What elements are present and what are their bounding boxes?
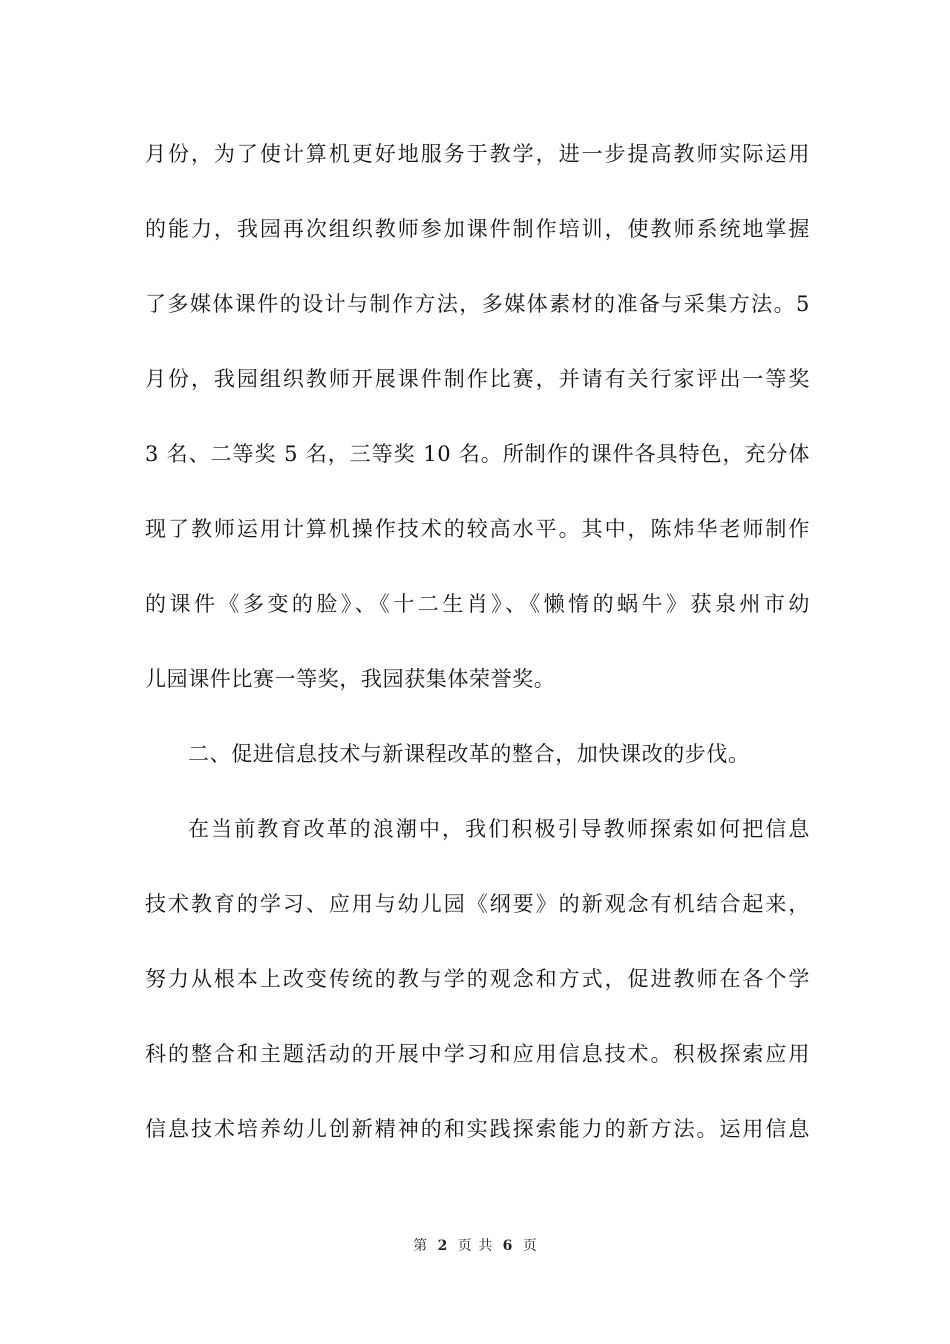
footer-current-page: 2	[437, 1238, 448, 1254]
body-text-line: 的能力，我园再次组织教师参加课件制作培训，使教师系统地掌握	[145, 217, 810, 241]
footer-total-word: 共	[478, 1238, 493, 1254]
body-text-line: 技术教育的学习、应用与幼儿园《纲要》的新观念有机结合起来，	[145, 892, 810, 916]
body-text-line: 信息技术培养幼儿创新精神的和实践探索能力的新方法。运用信息	[145, 1117, 810, 1141]
body-text-line: 月份，我园组织教师开展课件制作比赛，并请有关行家评出一等奖	[145, 367, 810, 391]
footer-suffix: 页	[522, 1238, 537, 1254]
body-text-line: 月份，为了使计算机更好地服务于教学，进一步提高教师实际运用	[145, 142, 810, 166]
body-text-line: 了多媒体课件的设计与制作方法，多媒体素材的准备与采集方法。5	[145, 292, 810, 316]
body-text-line: 的课件《多变的脸》、《十二生肖》、《懒惰的蜗牛》获泉州市幼	[145, 592, 810, 616]
footer-total-pages: 6	[502, 1238, 513, 1254]
footer-page-word: 页	[457, 1238, 472, 1254]
section-heading: 二、促进信息技术与新课程改革的整合，加快课改的步伐。	[188, 742, 750, 766]
footer-prefix: 第	[413, 1238, 428, 1254]
page-footer	[0, 1236, 950, 1256]
body-text-line: 努力从根本上改变传统的教与学的观念和方式，促进教师在各个学	[145, 967, 810, 991]
body-text-line: 科的整合和主题活动的开展中学习和应用信息技术。积极探索应用	[145, 1042, 810, 1066]
body-text-line: 3 名、二等奖 5 名，三等奖 10 名。所制作的课件各具特色，充分体	[145, 442, 810, 466]
body-text-line: 在当前教育改革的浪潮中，我们积极引导教师探索如何把信息	[188, 817, 810, 841]
body-text-line: 儿园课件比赛一等奖，我园获集体荣誉奖。	[145, 667, 556, 691]
body-text-line: 现了教师运用计算机操作技术的较高水平。其中，陈炜华老师制作	[145, 517, 810, 541]
